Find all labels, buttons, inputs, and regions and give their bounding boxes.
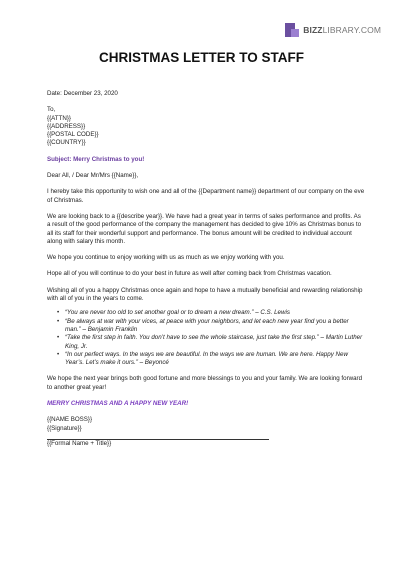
logo-name-rest: LIBRARY.COM xyxy=(322,25,381,35)
paragraph-year-review: We are looking back to a {{describe year}}. We have had a great year in terms of sales performance and profits. As a result of the good performance of the company the management has decided to give 10% as Christmas bonus to all its staff for their wonderful support and performance. The bonus amount will be credited to individual account along with salary this month. xyxy=(47,212,362,245)
logo-icon xyxy=(285,23,299,37)
paragraph-wishes: Wishing all of you a happy Christmas once again and hope to have a mutually beneficial and rewarding relationship with all of you in the years to come. xyxy=(47,286,363,303)
list-item: • “Take the first step in faith. You don’t have to see the whole staircase, just take the first step.” – Martin Luther King, Jr. xyxy=(57,334,365,351)
letter-body xyxy=(47,90,365,448)
merry-christmas-line: MERRY CHRISTMAS AND A HAPPY NEW YEAR! xyxy=(47,400,189,408)
to-line: To, xyxy=(47,106,56,114)
brand-logo xyxy=(285,23,381,37)
subject-line: Subject: Merry Christmas to you! xyxy=(47,155,145,163)
signature-placeholder: {{Signature}} xyxy=(47,424,82,432)
address-line: {{ADDRESS}} xyxy=(47,122,86,130)
quotes-list xyxy=(47,309,365,367)
paragraph-intro: I hereby take this opportunity to wish one and all of the {{Department name}} department of our company on the eve of Christmas. xyxy=(47,188,365,204)
name-boss-line: {{NAME BOSS}} xyxy=(47,416,93,424)
attn-line: {{ATTN}} xyxy=(47,114,71,122)
letter-date: Date: December 23, 2020 xyxy=(47,90,118,97)
logo-text xyxy=(303,25,381,35)
page-title: CHRISTMAS LETTER TO STAFF xyxy=(99,50,304,65)
country-line: {{COUNTRY}} xyxy=(47,139,86,147)
paragraph-future: Hope all of you will continue to do your best in future as well after coming back from Christmas vacation. xyxy=(47,270,332,278)
postal-code-line: {{POSTAL CODE}} xyxy=(47,131,99,139)
paragraph-closing: We hope the next year brings both good fortune and more blessings to you and your family. We are looking forward to another great year! xyxy=(47,375,363,391)
formal-name-line: {{Formal Name + Title}} xyxy=(47,439,112,447)
salutation: Dear All, / Dear Mr/Mrs {{Name}}, xyxy=(47,172,139,180)
list-item: • “In our perfect ways. In the ways we are beautiful. In the ways we are human. We are here. Happy New Year’s. Let’s make it ours.” – Beyoncé xyxy=(57,351,365,368)
paragraph-hope: We hope you continue to enjoy working with us as much as we enjoy working with you. xyxy=(47,254,285,262)
list-item: • “Be always at war with your vices, at peace with your neighbors, and let each new year find you a better man.” – Benjamin Franklin xyxy=(57,318,365,335)
logo-name-bold: BIZZ xyxy=(303,25,323,35)
list-item: • “You are never too old to set another goal or to dream a new dream.” – C.S. Lewis xyxy=(57,309,365,317)
